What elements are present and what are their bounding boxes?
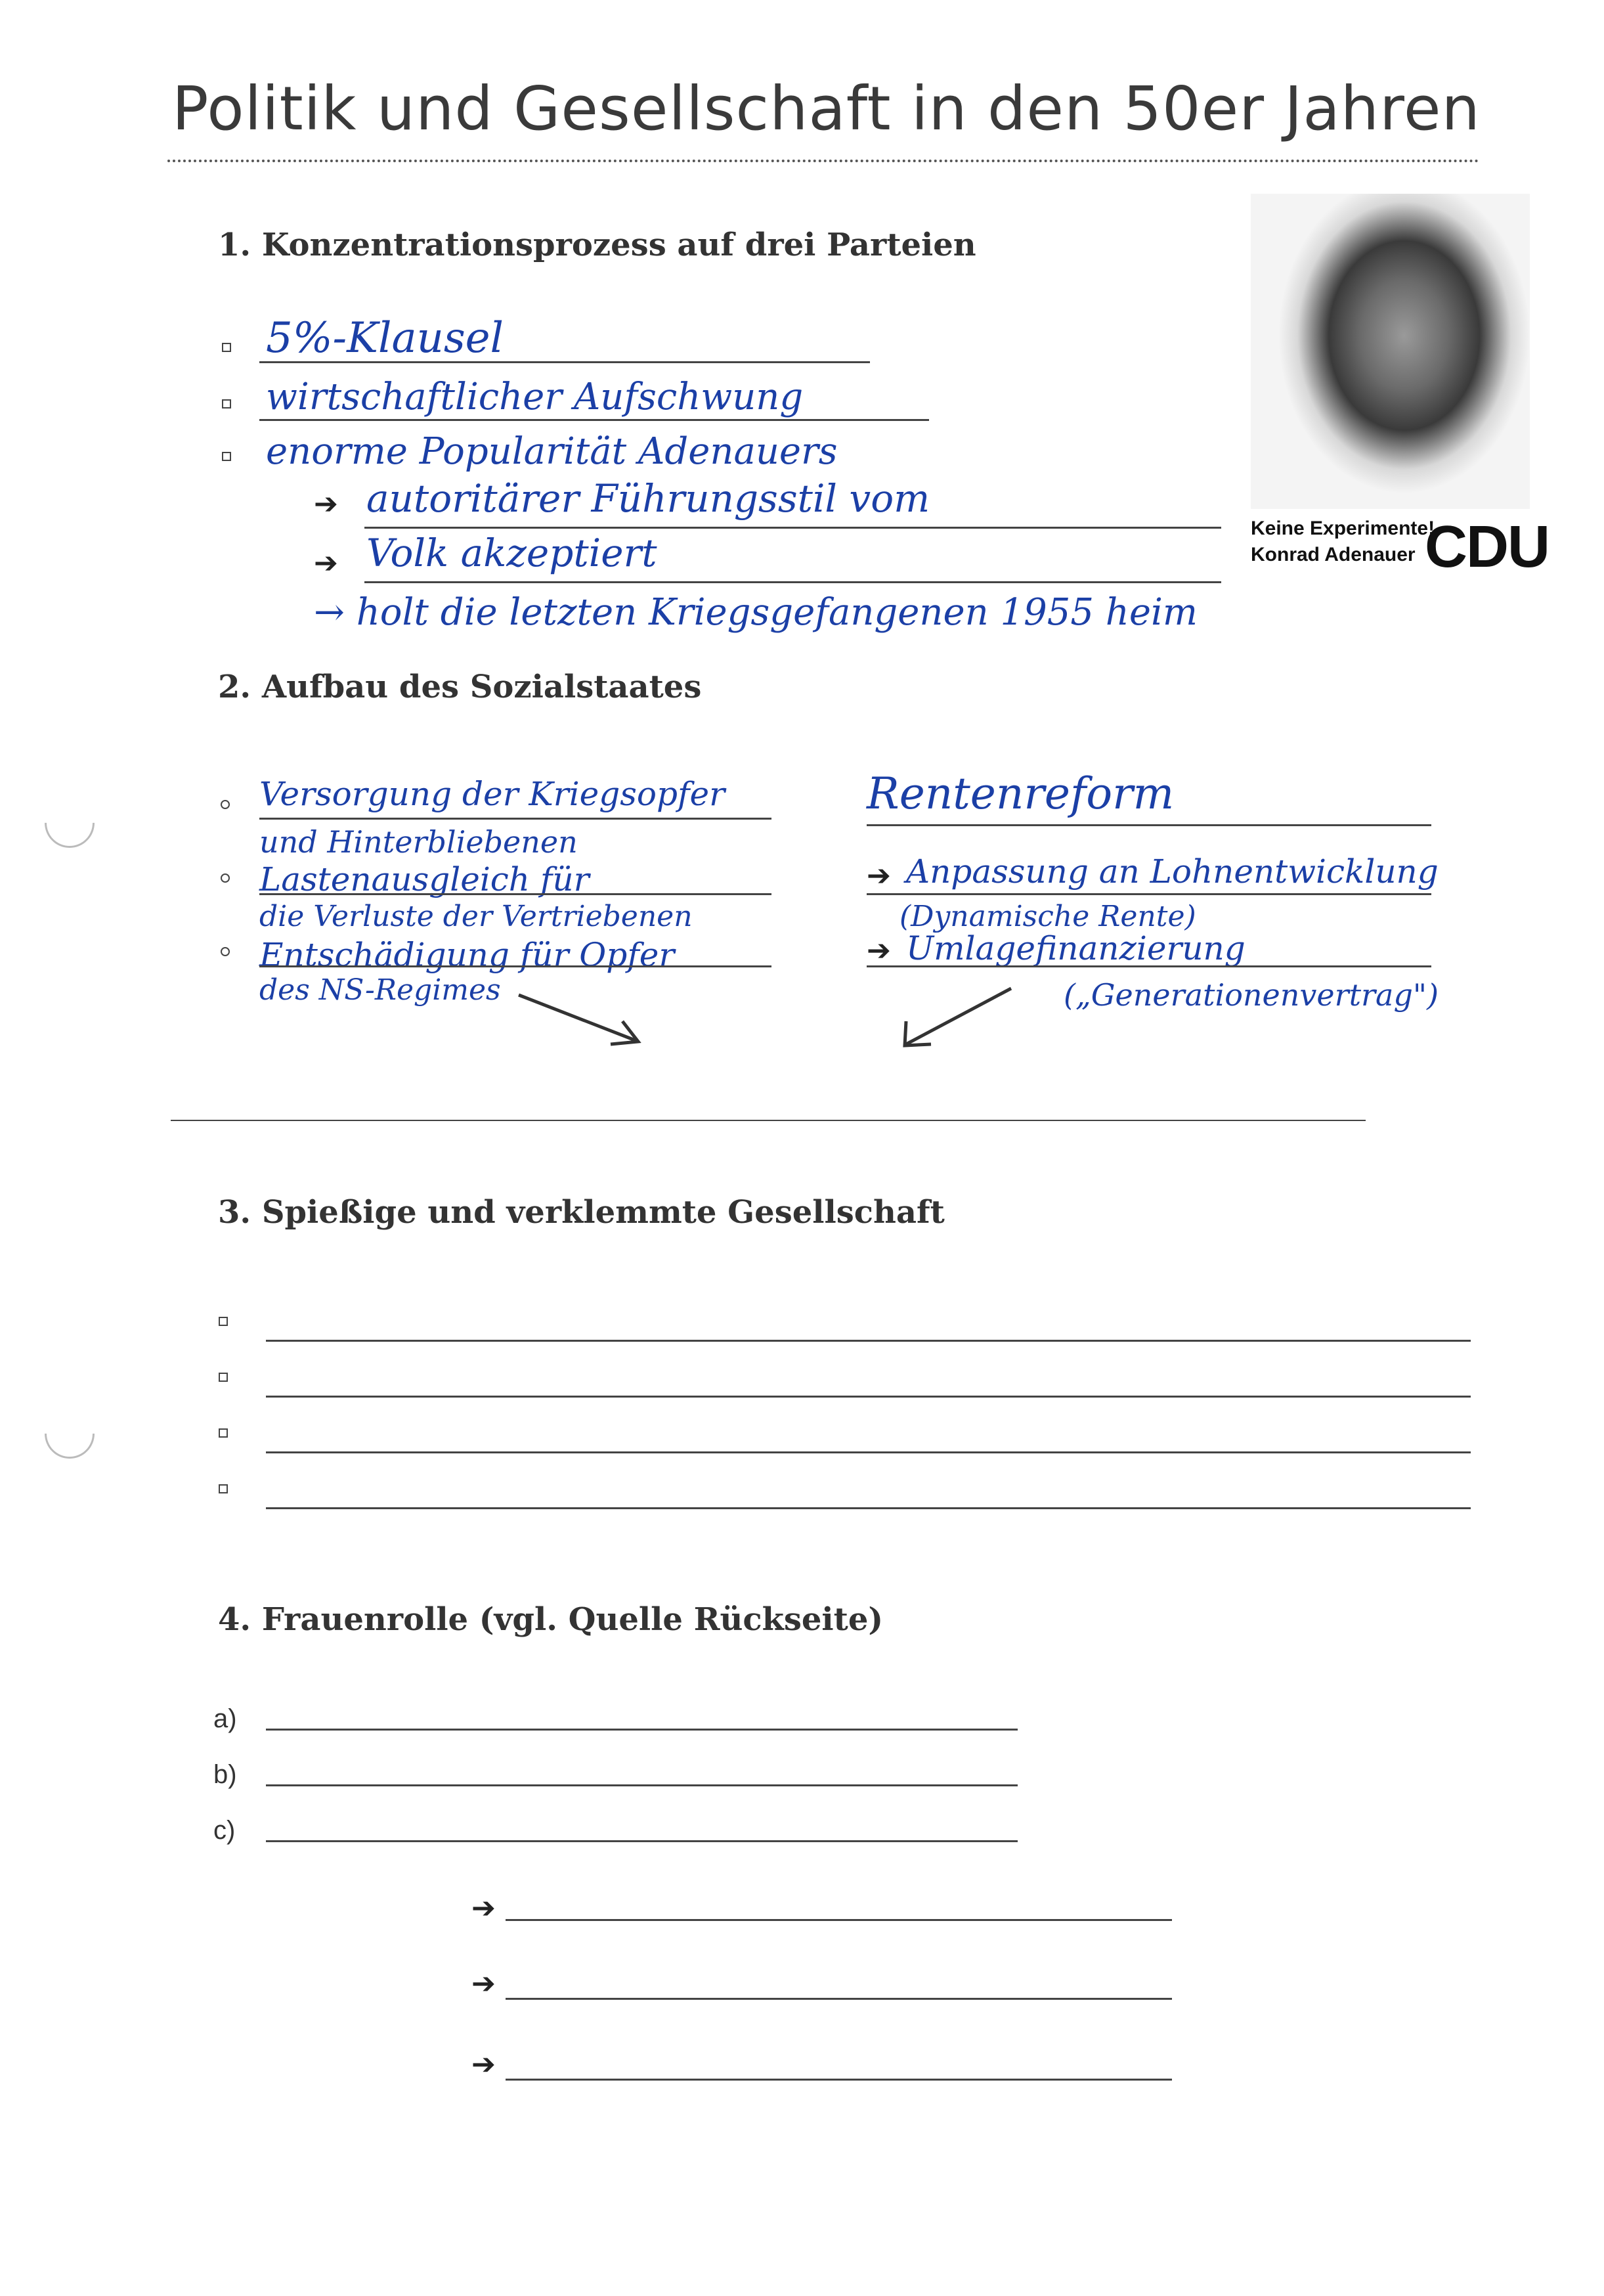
handwriting-subitem-3-text: holt die letzten Kriegsgefangenen 1955 heim bbox=[356, 591, 1198, 634]
answer-line[interactable] bbox=[266, 1840, 1018, 1842]
section-4-heading: 4. Frauenrolle (vgl. Quelle Rückseite) bbox=[218, 1601, 884, 1638]
arrow-icon: ➔ bbox=[471, 1891, 496, 1925]
answer-line bbox=[259, 965, 771, 967]
section-3-heading: 3. Spießige und verklemmte Gesellschaft bbox=[218, 1194, 945, 1231]
bullet bbox=[219, 1428, 228, 1438]
handwriting-subitem-2: Volk akzeptiert bbox=[366, 531, 657, 575]
arrow-icon: ➔ bbox=[867, 934, 891, 967]
handwritten-arrow-left bbox=[893, 979, 1024, 1057]
poster-party: CDU bbox=[1425, 514, 1549, 580]
answer-line[interactable] bbox=[506, 1919, 1172, 1921]
answer-line bbox=[364, 527, 1221, 529]
bullet bbox=[219, 1373, 228, 1382]
bullet bbox=[222, 399, 231, 408]
handwriting-right-3: (Dynamische Rente) bbox=[900, 900, 1196, 933]
poster-slogan: Keine Experimente! bbox=[1251, 518, 1435, 539]
handwriting-right-2: Anpassung an Lohnentwicklung bbox=[906, 852, 1439, 891]
punch-hole bbox=[34, 1398, 104, 1468]
bullet bbox=[219, 1317, 228, 1326]
answer-line bbox=[867, 893, 1431, 895]
answer-line[interactable] bbox=[506, 2079, 1172, 2081]
section-1-heading: 1. Konzentrationsprozess auf drei Parteien bbox=[218, 227, 976, 263]
arrow-icon: ➔ bbox=[314, 546, 338, 580]
handwriting-right-5: („Generationenvertrag") bbox=[1064, 977, 1439, 1013]
section-2-heading: 2. Aufbau des Sozialstaates bbox=[218, 669, 702, 705]
answer-line[interactable] bbox=[266, 1340, 1471, 1342]
answer-line bbox=[259, 893, 771, 895]
handwritten-arrow-right bbox=[512, 985, 657, 1057]
title-underline bbox=[167, 160, 1479, 162]
poster-name: Konrad Adenauer bbox=[1251, 544, 1416, 565]
handwriting-left-5: Entschädigung für Opfer bbox=[259, 936, 675, 974]
handwriting-item-2: wirtschaftlicher Aufschwung bbox=[266, 376, 804, 418]
answer-line bbox=[364, 581, 1221, 583]
handwriting-item-1: 5%-Klausel bbox=[266, 314, 504, 363]
answer-line bbox=[867, 824, 1431, 826]
answer-line bbox=[259, 419, 929, 421]
adenauer-portrait bbox=[1251, 194, 1530, 509]
section-divider bbox=[171, 1120, 1366, 1121]
arrow-icon: ➔ bbox=[471, 1967, 496, 2000]
label-b: b) bbox=[213, 1760, 237, 1789]
bullet bbox=[221, 873, 230, 883]
answer-line[interactable] bbox=[266, 1784, 1018, 1786]
handwriting-item-3: enorme Popularität Adenauers bbox=[266, 430, 838, 473]
label-c: c) bbox=[213, 1816, 236, 1845]
handwriting-left-2: und Hinterbliebenen bbox=[259, 824, 578, 860]
punch-hole bbox=[34, 787, 104, 858]
answer-line[interactable] bbox=[266, 1396, 1471, 1398]
handwriting-left-6: des NS-Regimes bbox=[259, 973, 501, 1007]
bullet bbox=[221, 947, 230, 956]
label-a: a) bbox=[213, 1704, 237, 1733]
answer-line[interactable] bbox=[266, 1507, 1471, 1509]
answer-line bbox=[259, 818, 771, 820]
handwriting-subitem-1: autoritärer Führungsstil vom bbox=[366, 476, 930, 521]
page-title: Politik und Gesellschaft in den 50er Jahren bbox=[172, 74, 1481, 144]
handwriting-right-4: Umlagefinanzierung bbox=[906, 929, 1246, 967]
bullet bbox=[221, 800, 230, 809]
answer-line bbox=[867, 965, 1431, 967]
answer-line[interactable] bbox=[266, 1451, 1471, 1453]
answer-line bbox=[259, 361, 870, 363]
arrow-icon: ➔ bbox=[867, 859, 891, 893]
handwriting-subitem-3: → holt die letzten Kriegsgefangenen 1955 heim bbox=[314, 591, 1198, 634]
answer-line[interactable] bbox=[266, 1729, 1018, 1731]
handwriting-left-3: Lastenausgleich für bbox=[259, 860, 590, 898]
arrow-icon: ➔ bbox=[314, 487, 338, 521]
answer-line[interactable] bbox=[506, 1998, 1172, 2000]
bullet bbox=[222, 452, 231, 461]
handwriting-left-4: die Verluste der Vertriebenen bbox=[259, 900, 693, 933]
handwriting-left-1: Versorgung der Kriegsopfer bbox=[259, 775, 725, 813]
arrow-icon: ➔ bbox=[471, 2048, 496, 2081]
handwriting-right-1: Rentenreform bbox=[867, 768, 1175, 819]
bullet bbox=[222, 343, 231, 352]
bullet bbox=[219, 1484, 228, 1493]
